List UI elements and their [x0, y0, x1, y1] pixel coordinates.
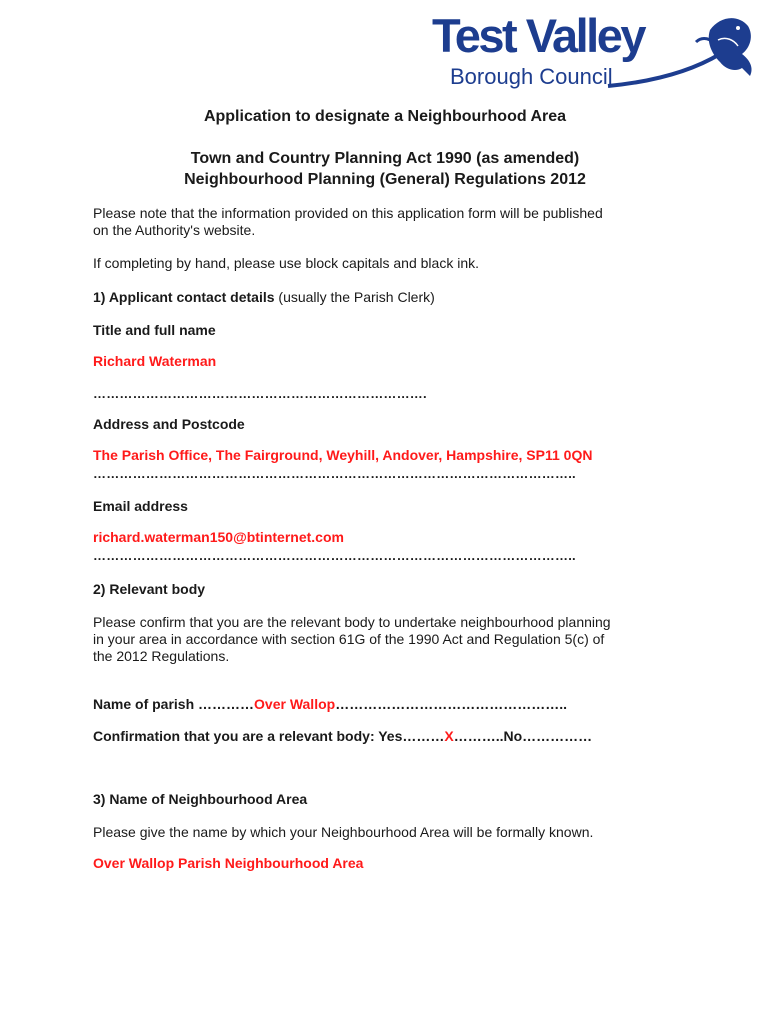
- section-1-title: 1) Applicant contact details: [93, 289, 275, 305]
- parish-label: Name of parish …………: [93, 696, 255, 712]
- confirmation-no-option: ………..No……………: [453, 728, 593, 744]
- logo-subtitle: Borough Council: [450, 64, 613, 89]
- parish-field[interactable]: Over Wallop: [254, 696, 336, 712]
- act-line: Town and Country Planning Act 1990 (as amended): [190, 150, 580, 167]
- logo-title: Test Valley: [432, 9, 644, 62]
- section-2-heading: 2) Relevant body: [93, 581, 206, 597]
- section-1-heading: [93, 289, 435, 306]
- regulations-line: Neighbourhood Planning (General) Regulations 2012: [184, 171, 586, 188]
- area-name-instruction: Please give the name by which your Neighbourhood Area will be formally known.: [93, 824, 594, 840]
- relevant-body-text: [93, 614, 611, 665]
- notice-line-1: Please note that the information provided on this application form will be published: [93, 205, 603, 221]
- email-label: Email address: [93, 498, 188, 514]
- confirmation-label: Confirmation that you are a relevant body: Yes………: [93, 728, 445, 744]
- parish-dots: …………………………………………..: [335, 696, 567, 712]
- relevant-body-line-3: the 2012 Regulations.: [93, 648, 230, 664]
- legislation-heading: [93, 148, 677, 190]
- email-field[interactable]: richard.waterman150@btinternet.com: [93, 529, 344, 545]
- name-label: Title and full name: [93, 322, 216, 338]
- name-dotted-line: ………………………………………………………………….: [93, 386, 427, 401]
- notice-line-2: on the Authority's website.: [93, 222, 256, 238]
- relevant-body-line-2: in your area in accordance with section 61G of the 1990 Act and Regulation 5(c) of: [93, 631, 605, 647]
- email-dotted-line: ………………………………………………………………………………………………..: [93, 548, 576, 563]
- address-dotted-line: ………………………………………………………………………………………………..: [93, 466, 576, 481]
- publication-notice: [93, 205, 603, 239]
- section-3-heading: 3) Name of Neighbourhood Area: [93, 791, 308, 807]
- confirmation-line: [93, 728, 592, 745]
- fish-icon: [420, 10, 760, 95]
- area-name-field[interactable]: Over Wallop Parish Neighbourhood Area: [93, 855, 364, 871]
- address-label: Address and Postcode: [93, 416, 245, 432]
- address-field[interactable]: The Parish Office, The Fairground, Weyhill, Andover, Hampshire, SP11 0QN: [93, 447, 593, 463]
- relevant-body-line-1: Please confirm that you are the relevant body to undertake neighbourhood planning: [93, 614, 611, 630]
- hand-completion-note: If completing by hand, please use block capitals and black ink.: [93, 255, 480, 271]
- confirmation-yes-mark[interactable]: X: [444, 728, 454, 744]
- test-valley-logo: [420, 10, 760, 95]
- parish-line: [93, 696, 567, 713]
- section-1-note: (usually the Parish Clerk): [274, 289, 435, 305]
- form-title: Application to designate a Neighbourhood Area: [203, 108, 567, 125]
- name-field[interactable]: Richard Waterman: [93, 353, 217, 369]
